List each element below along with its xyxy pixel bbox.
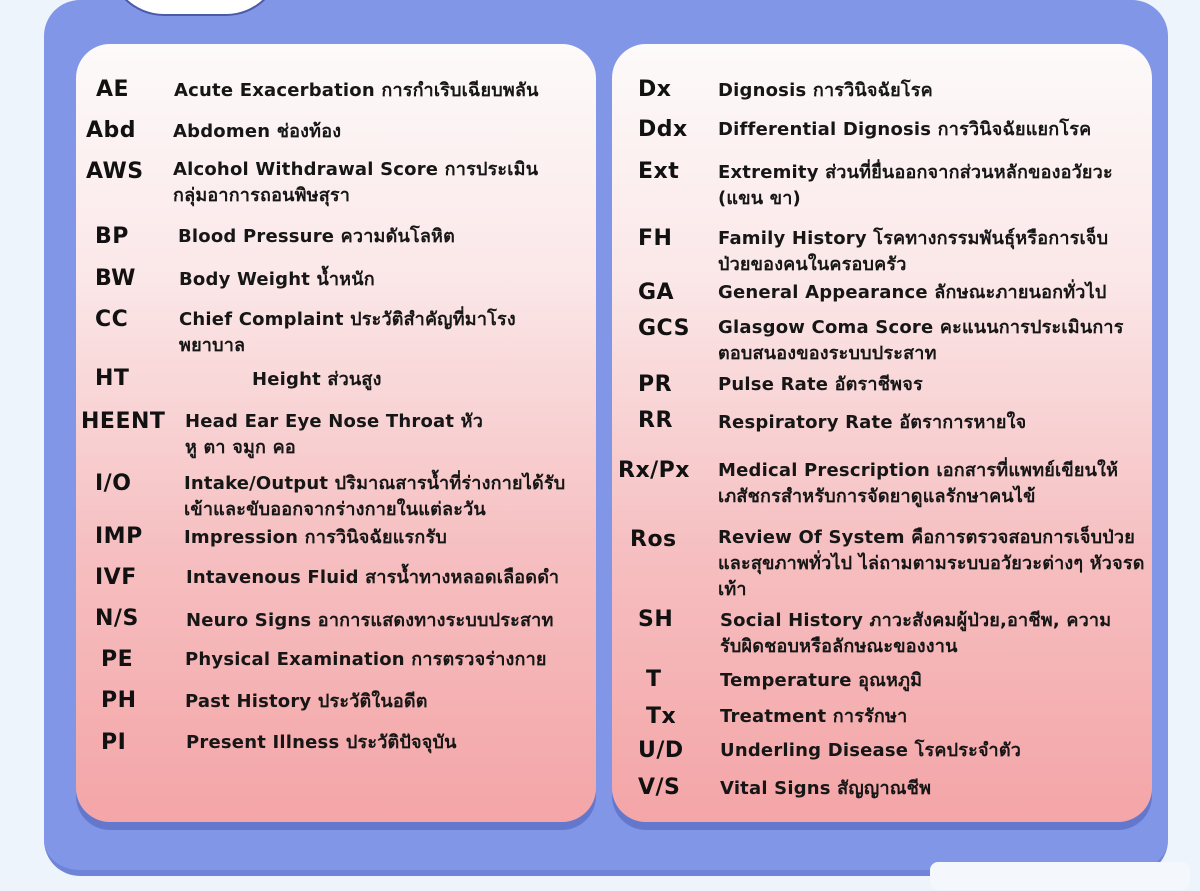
- definition: Vital Signs สัญญาณชีพ: [720, 778, 932, 799]
- right-abbreviation-card: [612, 44, 1152, 822]
- abbreviation: PR: [638, 372, 673, 397]
- abbreviation: Ext: [638, 159, 680, 184]
- definition: Present Illness ประวัติปัจจุบัน: [186, 732, 457, 753]
- definition: Blood Pressure ความดันโลหิต: [178, 226, 456, 247]
- abbreviation: U/D: [638, 738, 684, 763]
- definition: Alcohol Withdrawal Score การประเมินกลุ่มอาการถอนพิษสุรา: [173, 159, 539, 206]
- abbreviation: HT: [95, 366, 130, 391]
- abbreviation: GCS: [638, 316, 690, 341]
- abbreviation: AE: [96, 77, 130, 102]
- definition: Review Of System คือการตรวจสอบการเจ็บป่วยและสุขภาพทั่วไป ไล่ถามตามระบบอวัยวะต่างๆ หัวจรดเท้า: [718, 527, 1145, 600]
- definition: Treatment การรักษา: [720, 706, 908, 727]
- abbreviation: RR: [638, 408, 673, 433]
- definition: Intavenous Fluid สารน้ำทางหลอดเลือดดำ: [186, 567, 560, 588]
- definition: Differential Dignosis การวินิจฉัยแยกโรค: [718, 119, 1092, 140]
- abbreviation: CC: [95, 307, 129, 332]
- abbreviation: BW: [95, 266, 136, 291]
- definition: Dignosis การวินิจฉัยโรค: [718, 80, 933, 101]
- definition: Underling Disease โรคประจำตัว: [720, 740, 1022, 761]
- definition: Family History โรคทางกรรมพันธุ์หรือการเจ็บป่วยของคนในครอบครัว: [718, 228, 1109, 275]
- definition: Acute Exacerbation การกำเริบเฉียบพลัน: [174, 80, 539, 101]
- abbreviation: T: [646, 667, 662, 692]
- definition: Head Ear Eye Nose Throat หัว หู ตา จมูก คอ: [185, 411, 484, 458]
- definition: Medical Prescription เอกสารที่แพทย์เขียนให้เภสัชกรสำหรับการจัดยาดูแลรักษาคนไข้: [718, 460, 1119, 507]
- definition: Chief Complaint ประวัติสำคัญที่มาโรงพยาบาล: [179, 309, 516, 356]
- definition: Glasgow Coma Score คะแนนการประเมินการตอบสนองของระบบประสาท: [718, 317, 1124, 364]
- definition: Body Weight น้ำหนัก: [179, 269, 375, 290]
- definition: Respiratory Rate อัตราการหายใจ: [718, 412, 1027, 433]
- definition: Physical Examination การตรวจร่างกาย: [185, 649, 547, 670]
- definition: Height ส่วนสูง: [252, 369, 382, 390]
- definition: Abdomen ช่องท้อง: [173, 121, 342, 142]
- abbreviation: Dx: [638, 77, 672, 102]
- abbreviation: SH: [638, 607, 674, 632]
- definition: Impression การวินิจฉัยแรกรับ: [184, 527, 447, 548]
- abbreviation: PI: [101, 730, 127, 755]
- abbreviation: AWS: [86, 159, 144, 184]
- abbreviation: BP: [95, 224, 129, 249]
- abbreviation: FH: [638, 226, 673, 251]
- abbreviation: Rx/Px: [618, 458, 690, 483]
- abbreviation: PH: [101, 688, 137, 713]
- footer-strip: [930, 862, 1190, 890]
- left-abbreviation-card: [76, 44, 596, 822]
- definition: General Appearance ลักษณะภายนอกทั่วไป: [718, 282, 1107, 303]
- definition: Temperature อุณหภูมิ: [720, 670, 923, 691]
- abbreviation: HEENT: [81, 409, 166, 434]
- definition: Intake/Output ปริมาณสารน้ำที่ร่างกายได้รับเข้าและขับออกจากร่างกายในแต่ละวัน: [184, 473, 566, 520]
- abbreviation: IMP: [95, 524, 143, 549]
- abbreviation: PE: [101, 647, 134, 672]
- abbreviation: IVF: [95, 565, 137, 590]
- abbreviation: V/S: [638, 775, 681, 800]
- abbreviation: N/S: [95, 606, 139, 631]
- definition: Extremity ส่วนที่ยื่นออกจากส่วนหลักของอวัยวะ (แขน ขา): [718, 162, 1113, 209]
- abbreviation: Tx: [646, 704, 677, 729]
- definition: Social History ภาวะสังคมผู้ป่วย,อาชีพ, ความรับผิดชอบหรือลักษณะของงาน: [720, 610, 1112, 657]
- definition: Pulse Rate อัตราชีพจร: [718, 374, 923, 395]
- abbreviation: Abd: [86, 118, 137, 143]
- abbreviation: GA: [638, 280, 675, 305]
- abbreviation: Ddx: [638, 117, 688, 142]
- definition: Neuro Signs อาการแสดงทางระบบประสาท: [186, 610, 554, 631]
- definition: Past History ประวัติในอดีต: [185, 691, 428, 712]
- abbreviation: I/O: [95, 471, 132, 496]
- abbreviation: Ros: [630, 527, 677, 552]
